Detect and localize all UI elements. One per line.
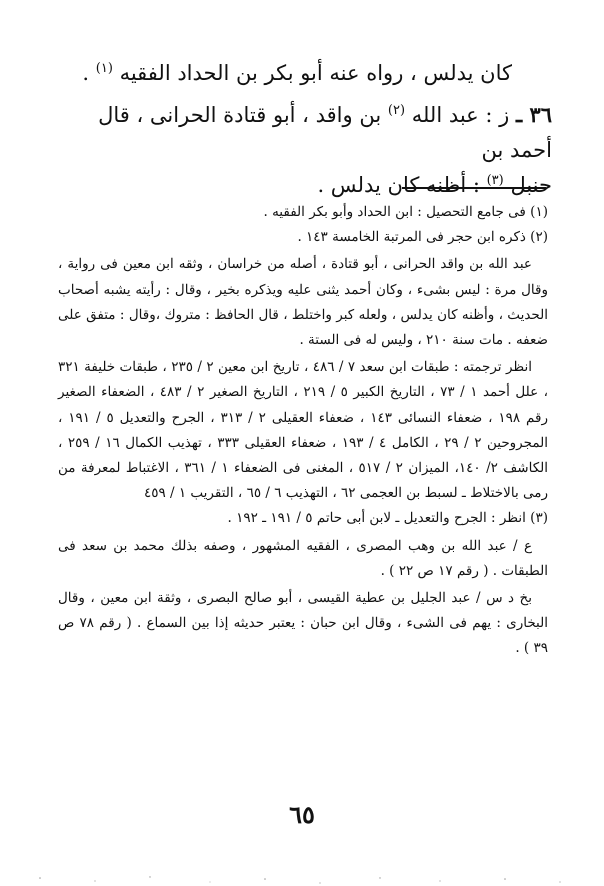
footnote-3: (٣) انظر : الجرح والتعديل ـ لابن أبى حاتم ٥ / ١٩١ ـ ١٩٢ . (227, 510, 548, 527)
footnote-2-biography: عبد الله بن واقد الحرانى ، أبو قتادة ، أصله من خراسان ، وثقه ابن معين فى رواية ، وقال مرة : ليس بشىء ، وكان أحمد يثنى عليه ويذكره بخير ، وقال : رأيته يشبه أصحاب الحديث ، وأظنه كان يدلس ، ولعله كبر واختلط ، قال الحافظ : متروك ،وقال : متفق على ضعفه . مات سنة ٢١٠ ، وليس له فى الستة . (58, 256, 548, 349)
main-line-3-text: حنبل (510, 173, 552, 197)
footnote-2-sources: انظر ترجمته : طبقات ابن سعد ٧ / ٤٨٦ ، تاريخ ابن معين ٢ / ٢٣٥ ، طبقات خليفة ٣٢١ ، علل أحمد ١ / ٧٣ ، التاريخ الكبير ٥ / ٢١٩ ، التاريخ الصغير ٢ / ٤٨٣ ، الضعفاء الصغير رقم ١٩٨ ، ضعفاء النسائى ١٤٣ ، ضعفاء العقيلى ٢ / ٣١٣ ، الجرح والتعديل ٥ / ١٩١ ، المجروحين ٢ / ٢٩ ، الكامل ٤ / ١٩٣ ، ضعفاء العقيلى ٣٣٣ ، تهذيب الكمال ١٦ / ٢٥٩ ، الكاشف ٢/ ١٤٠، الميزان ٢ / ٥١٧ ، المغنى فى الضعفاء ١ / ٣٦١ ، الاغتباط لمعرفة من رمى بالاختلاط ـ لسبط بن العجمى ٦٢ ، التهذيب ٦ / ٦٥ ، التقريب ١ / ٤٥٩ (58, 359, 549, 502)
main-line-3-rest: : أظنه كان يدلس . (317, 173, 480, 197)
footnotes (58, 200, 548, 662)
main-text (52, 56, 552, 203)
footnote-3-item-2: بخ د س / عبد الجليل بن عطية القيسى ، أبو صالح البصرى ، وثقة ابن معين ، وقال البخارى : يهم فى الشىء ، وقال ابن حبان : يعتبر حديثه إذا بين السماع . ( رقم ٧٨ ص ٣٩ ) . (58, 590, 548, 657)
main-line-3 (52, 168, 552, 203)
entry-36 (52, 97, 552, 168)
scan-noise (0, 866, 604, 886)
entry-number: ٣٦ ـ (515, 102, 552, 127)
main-line-1: كان يدلس ، رواه عنه أبو بكر بن الحداد الفقيه $^{(١)}$ . (82, 61, 512, 85)
footnote-ref-1: (١) (95, 61, 113, 76)
page-number: ٦٥ (289, 800, 315, 829)
entry-description: بن واقد ، أبو قتادة الحرانى ، قال أحمد بن (98, 103, 552, 162)
footnote-ref-2: (٢) (387, 103, 406, 118)
footnote-3-item-1: ع / عبد الله بن وهب المصرى ، الفقيه المشهور ، وصفه بذلك محمد بن سعد فى الطبقات . ( رقم ١٧ ص ٢٢ ) . (58, 537, 548, 579)
footnote-1: (١) فى جامع التحصيل : ابن الحداد وأبو بكر الفقيه . (263, 204, 548, 220)
main-line-1-text: كان يدلس ، رواه عنه أبو بكر بن الحداد الفقيه (119, 61, 512, 85)
footnote-divider (402, 187, 546, 189)
entry-name: ز : عبد الله (411, 103, 510, 127)
footnote-2: (٢) ذكره ابن حجر فى المرتبة الخامسة ١٤٣ . (297, 229, 548, 246)
footnote-ref-3: (٣) (486, 173, 504, 188)
